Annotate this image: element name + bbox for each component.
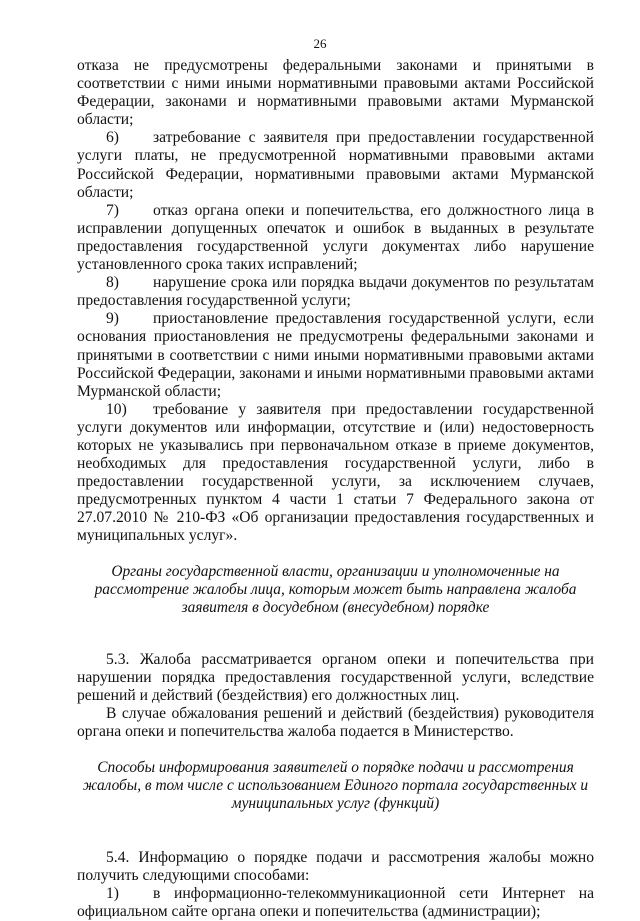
page-number: 26 — [313, 36, 327, 51]
list-item-text: затребование с заявителя при предоставлении государственной услуги платы, не предусмотренной нормативными правовыми актами Российской Федерации, нормативными правовыми актами Мурманской области; — [77, 129, 594, 201]
list-item — [77, 129, 594, 201]
list-item — [77, 885, 594, 921]
section-heading: Способы информирования заявителей о порядке подачи и рассмотрения жалобы, в том числе с использованием Единого портала государственных и муниципальных услуг (функций) — [82, 759, 589, 813]
list-item-number: 10) — [106, 400, 127, 418]
list-item — [77, 274, 594, 310]
list-item-number: 1) — [106, 884, 119, 902]
paragraph-5-4: 5.4. Информацию о порядке подачи и рассмотрения жалобы можно получить следующими способами: — [77, 848, 594, 884]
paragraph-5-3: 5.3. Жалоба рассматривается органом опеки и попечительства при нарушении порядка предоставления государственной услуги, вследствие решений и действий (бездействия) его должностных лиц. — [77, 650, 594, 704]
section-heading: Органы государственной власти, организации и уполномоченные на рассмотрение жалобы лица, которым может быть направлена жалоба заявителя в досудебном (внесудебном) порядке — [94, 562, 577, 616]
list-item-text: в информационно-телекоммуникационной сети Интернет на официальном сайте органа опеки и попечительства (администрации); — [77, 884, 594, 920]
list-item-number: 8) — [106, 274, 119, 292]
list-item — [77, 202, 594, 274]
document-body — [77, 57, 594, 921]
list-item-number: 7) — [106, 201, 119, 219]
continuation-paragraph: отказа не предусмотрены федеральными законами и принятыми в соответствии с ними иными нормативными правовыми актами Российской Федерации, законами и нормативными правовыми актами Мурманской области; — [77, 57, 594, 129]
list-item — [77, 401, 594, 546]
list-item-text: отказ органа опеки и попечительства, его должностного лица в исправлении допущенных опечаток и ошибок в выданных в результате предоставления государственной услуги документах либо нарушение установленного срока таких исправлений; — [77, 201, 594, 274]
list-item-text: нарушение срока или порядка выдачи документов по результатам предоставления государственной услуги; — [77, 274, 594, 310]
list-item-number: 9) — [106, 310, 119, 328]
list-item-text: приостановление предоставления государственной услуги, если основания приостановления не предусмотрены федеральными законами и принятыми в соответствии с ними иными нормативными правовыми актами Российской Федерации, законами и иными нормативными правовыми актами Мурманской области; — [77, 310, 594, 400]
list-item-number: 6) — [106, 129, 119, 147]
paragraph-5-3-continued: В случае обжалования решений и действий (бездействия) руководителя органа опеки и попечительства жалоба подается в Министерство. — [77, 705, 594, 741]
list-item-text: требование у заявителя при предоставлении государственной услуги документов или информации, отсутствие и (или) недостоверность которых не указывались при первоначальном отказе в приеме документов, необходимых для предоставления государственной услуги, либо в предоставлении государственной услуги, за исключением случаев, предусмотренных пунктом 4 части 1 статьи 7 Федерального закона от 27.07.2010 № 210-ФЗ «Об организации предоставления государственных и муниципальных услуг». — [77, 400, 594, 545]
list-item — [77, 310, 594, 400]
